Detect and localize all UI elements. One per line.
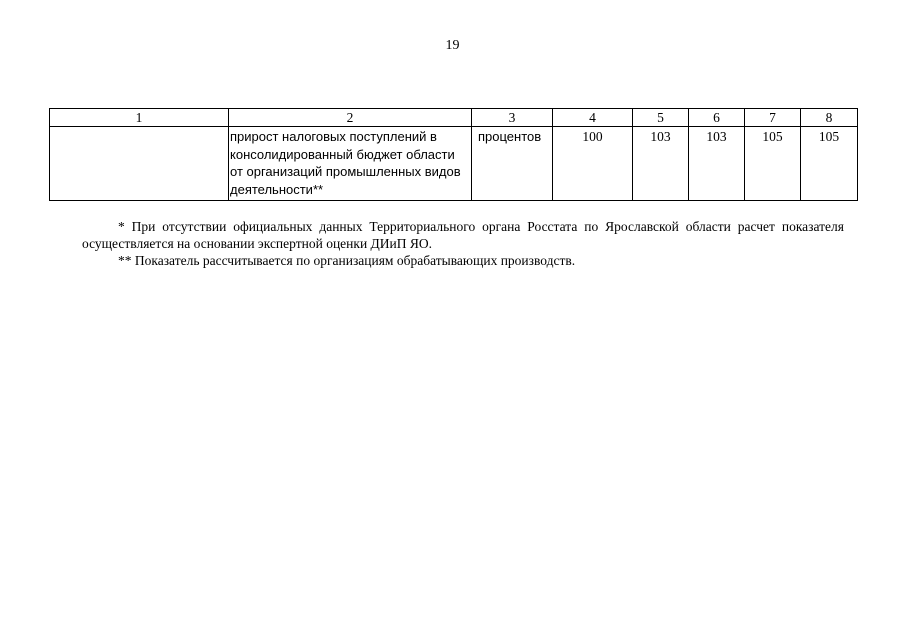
indicator-name-cell: прирост налоговых поступлений в консолидированный бюджет области от организаций промышленных видов деятельности** — [229, 127, 472, 201]
footnote-1: * При отсутствии официальных данных Территориального органа Росстата по Ярославской области расчет показателя осуществляется на основании экспертной оценки ДИиП ЯО. — [82, 219, 844, 251]
value-cell-5: 103 — [633, 127, 689, 201]
value-cell-6: 103 — [689, 127, 745, 201]
value-cell-4: 100 — [553, 127, 633, 201]
header-cell-4: 4 — [553, 109, 633, 127]
header-cell-8: 8 — [801, 109, 858, 127]
unit-cell: процентов — [472, 127, 553, 201]
header-cell-6: 6 — [689, 109, 745, 127]
header-cell-2: 2 — [229, 109, 472, 127]
header-cell-5: 5 — [633, 109, 689, 127]
header-cell-7: 7 — [745, 109, 801, 127]
page-number: 19 — [445, 38, 460, 53]
header-cell-1: 1 — [50, 109, 229, 127]
value-cell-8: 105 — [801, 127, 858, 201]
header-cell-3: 3 — [472, 109, 553, 127]
value-cell-7: 105 — [745, 127, 801, 201]
footnotes — [82, 218, 844, 269]
footnote-2: ** Показатель рассчитывается по организациям обрабатывающих производств. — [118, 253, 576, 268]
indicator-table — [49, 108, 858, 201]
table-row — [50, 127, 858, 201]
table-header-row — [50, 109, 858, 127]
empty-cell — [50, 127, 229, 201]
